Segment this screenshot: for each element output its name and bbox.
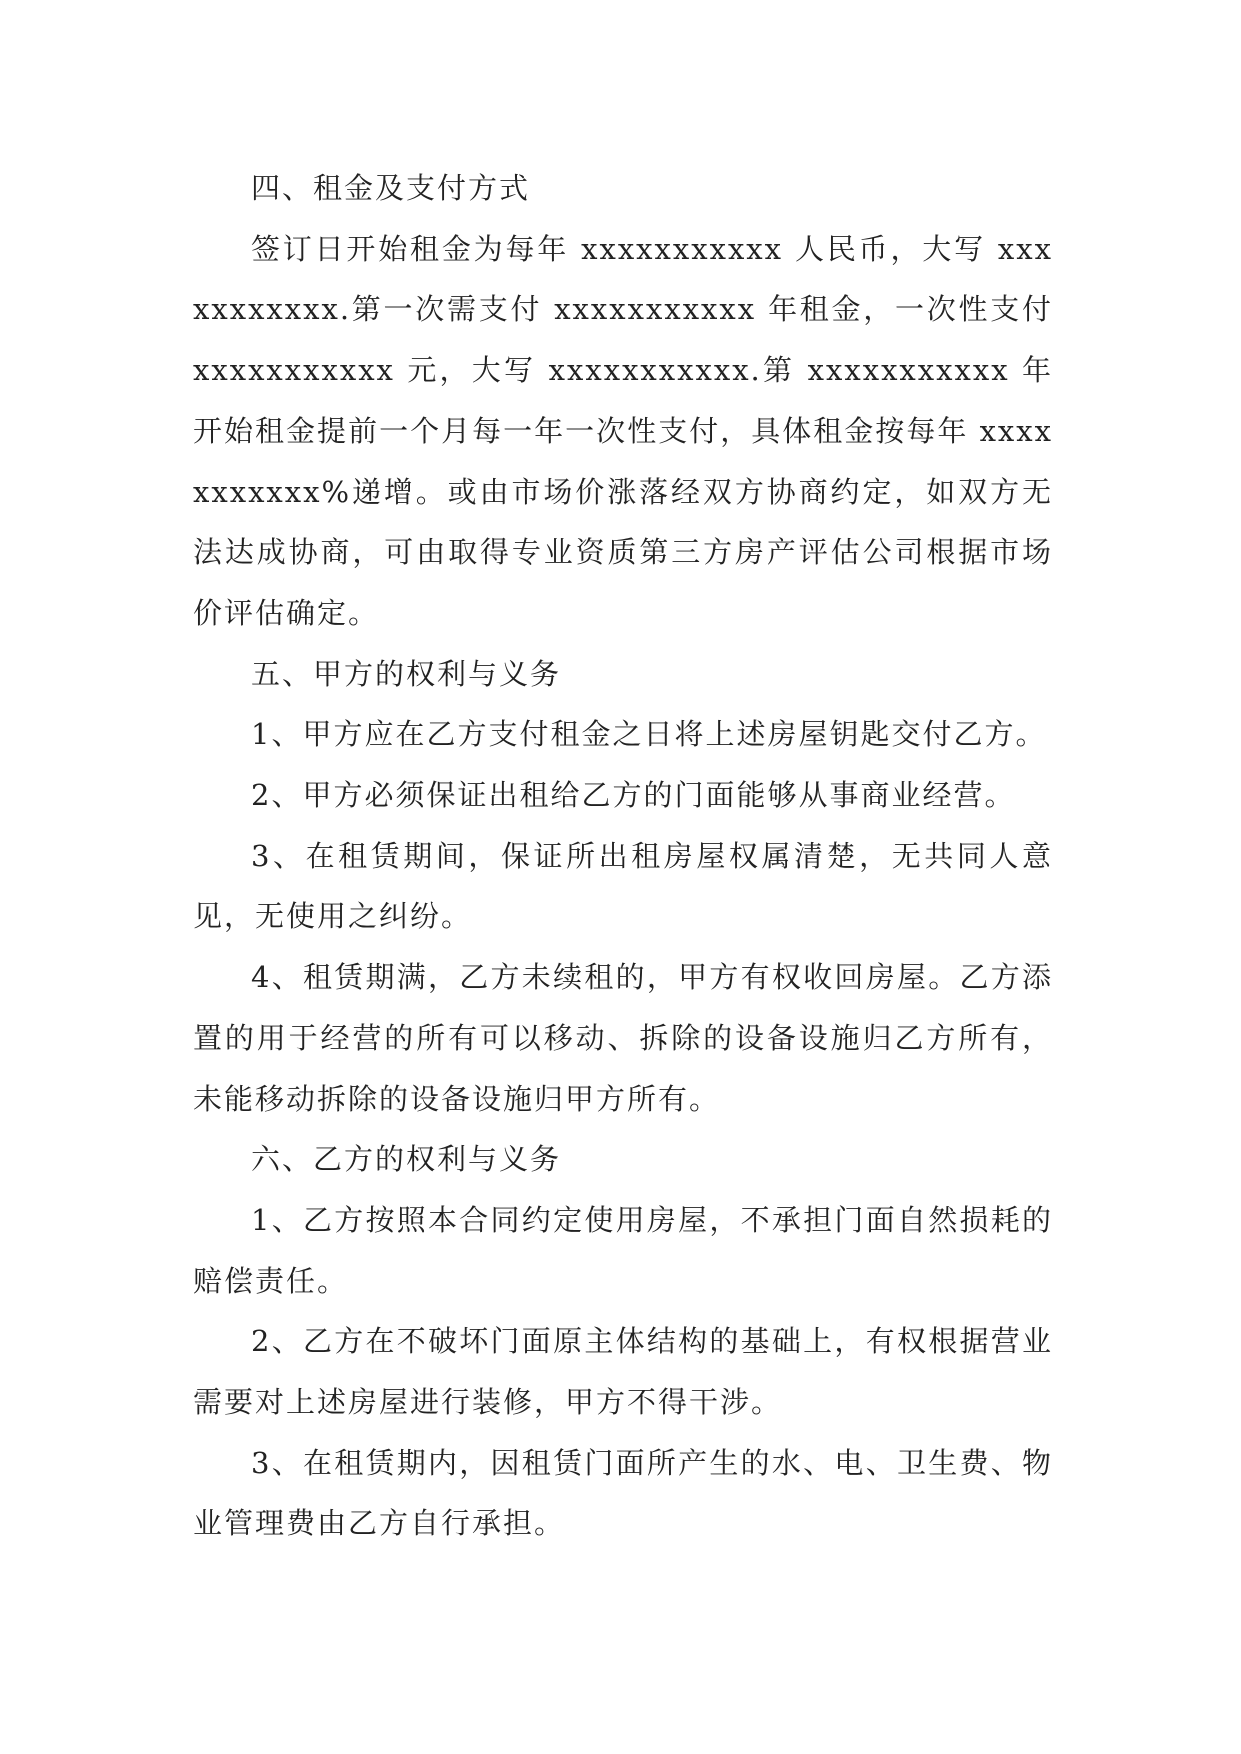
section-6-item-3: 3、在租赁期内，因租赁门面所产生的水、电、卫生费、物业管理费由乙方自行承担。	[193, 1445, 1053, 1541]
section-6-heading: 六、乙方的权利与义务	[251, 1142, 562, 1177]
section-6-item-1: 1、乙方按照本合同约定使用房屋，不承担门面自然损耗的赔偿责任。	[193, 1202, 1053, 1298]
section-4-paragraph: 签订日开始租金为每年 xxxxxxxxxxx 人民币，大写 xxxxxxxxxxx.第一次需支付 xxxxxxxxxxx 年租金，一次性支付 xxxxxxxxxxx 元，大写 xxxxxxxxxxx.第 xxxxxxxxxxx 年开始租金提前一个月每一年一次性支付，具体租金按每年 xxxxxxxxxxx%递增。或由市场价涨落经双方协商约定，如双方无法达成协商，可由取得专业资质第三方房产评估公司根据市场价评估确定。	[193, 231, 1053, 630]
section-6-item-2: 2、乙方在不破坏门面原主体结构的基础上，有权根据营业需要对上述房屋进行装修，甲方不得干涉。	[193, 1324, 1053, 1420]
document-body	[193, 158, 1053, 1554]
section-5-item-3: 3、在租赁期间，保证所出租房屋权属清楚，无共同人意见，无使用之纠纷。	[193, 838, 1053, 934]
section-5-item-2: 2、甲方必须保证出租给乙方的门面能够从事商业经营。	[251, 778, 1016, 813]
section-5-item-1: 1、甲方应在乙方支付租金之日将上述房屋钥匙交付乙方。	[251, 717, 1047, 752]
section-5-item-4: 4、租赁期满，乙方未续租的，甲方有权收回房屋。乙方添置的用于经营的所有可以移动、拆除的设备设施归乙方所有，未能移动拆除的设备设施归甲方所有。	[193, 960, 1053, 1116]
section-4-heading: 四、租金及支付方式	[251, 171, 531, 205]
section-5-heading: 五、甲方的权利与义务	[251, 656, 562, 691]
